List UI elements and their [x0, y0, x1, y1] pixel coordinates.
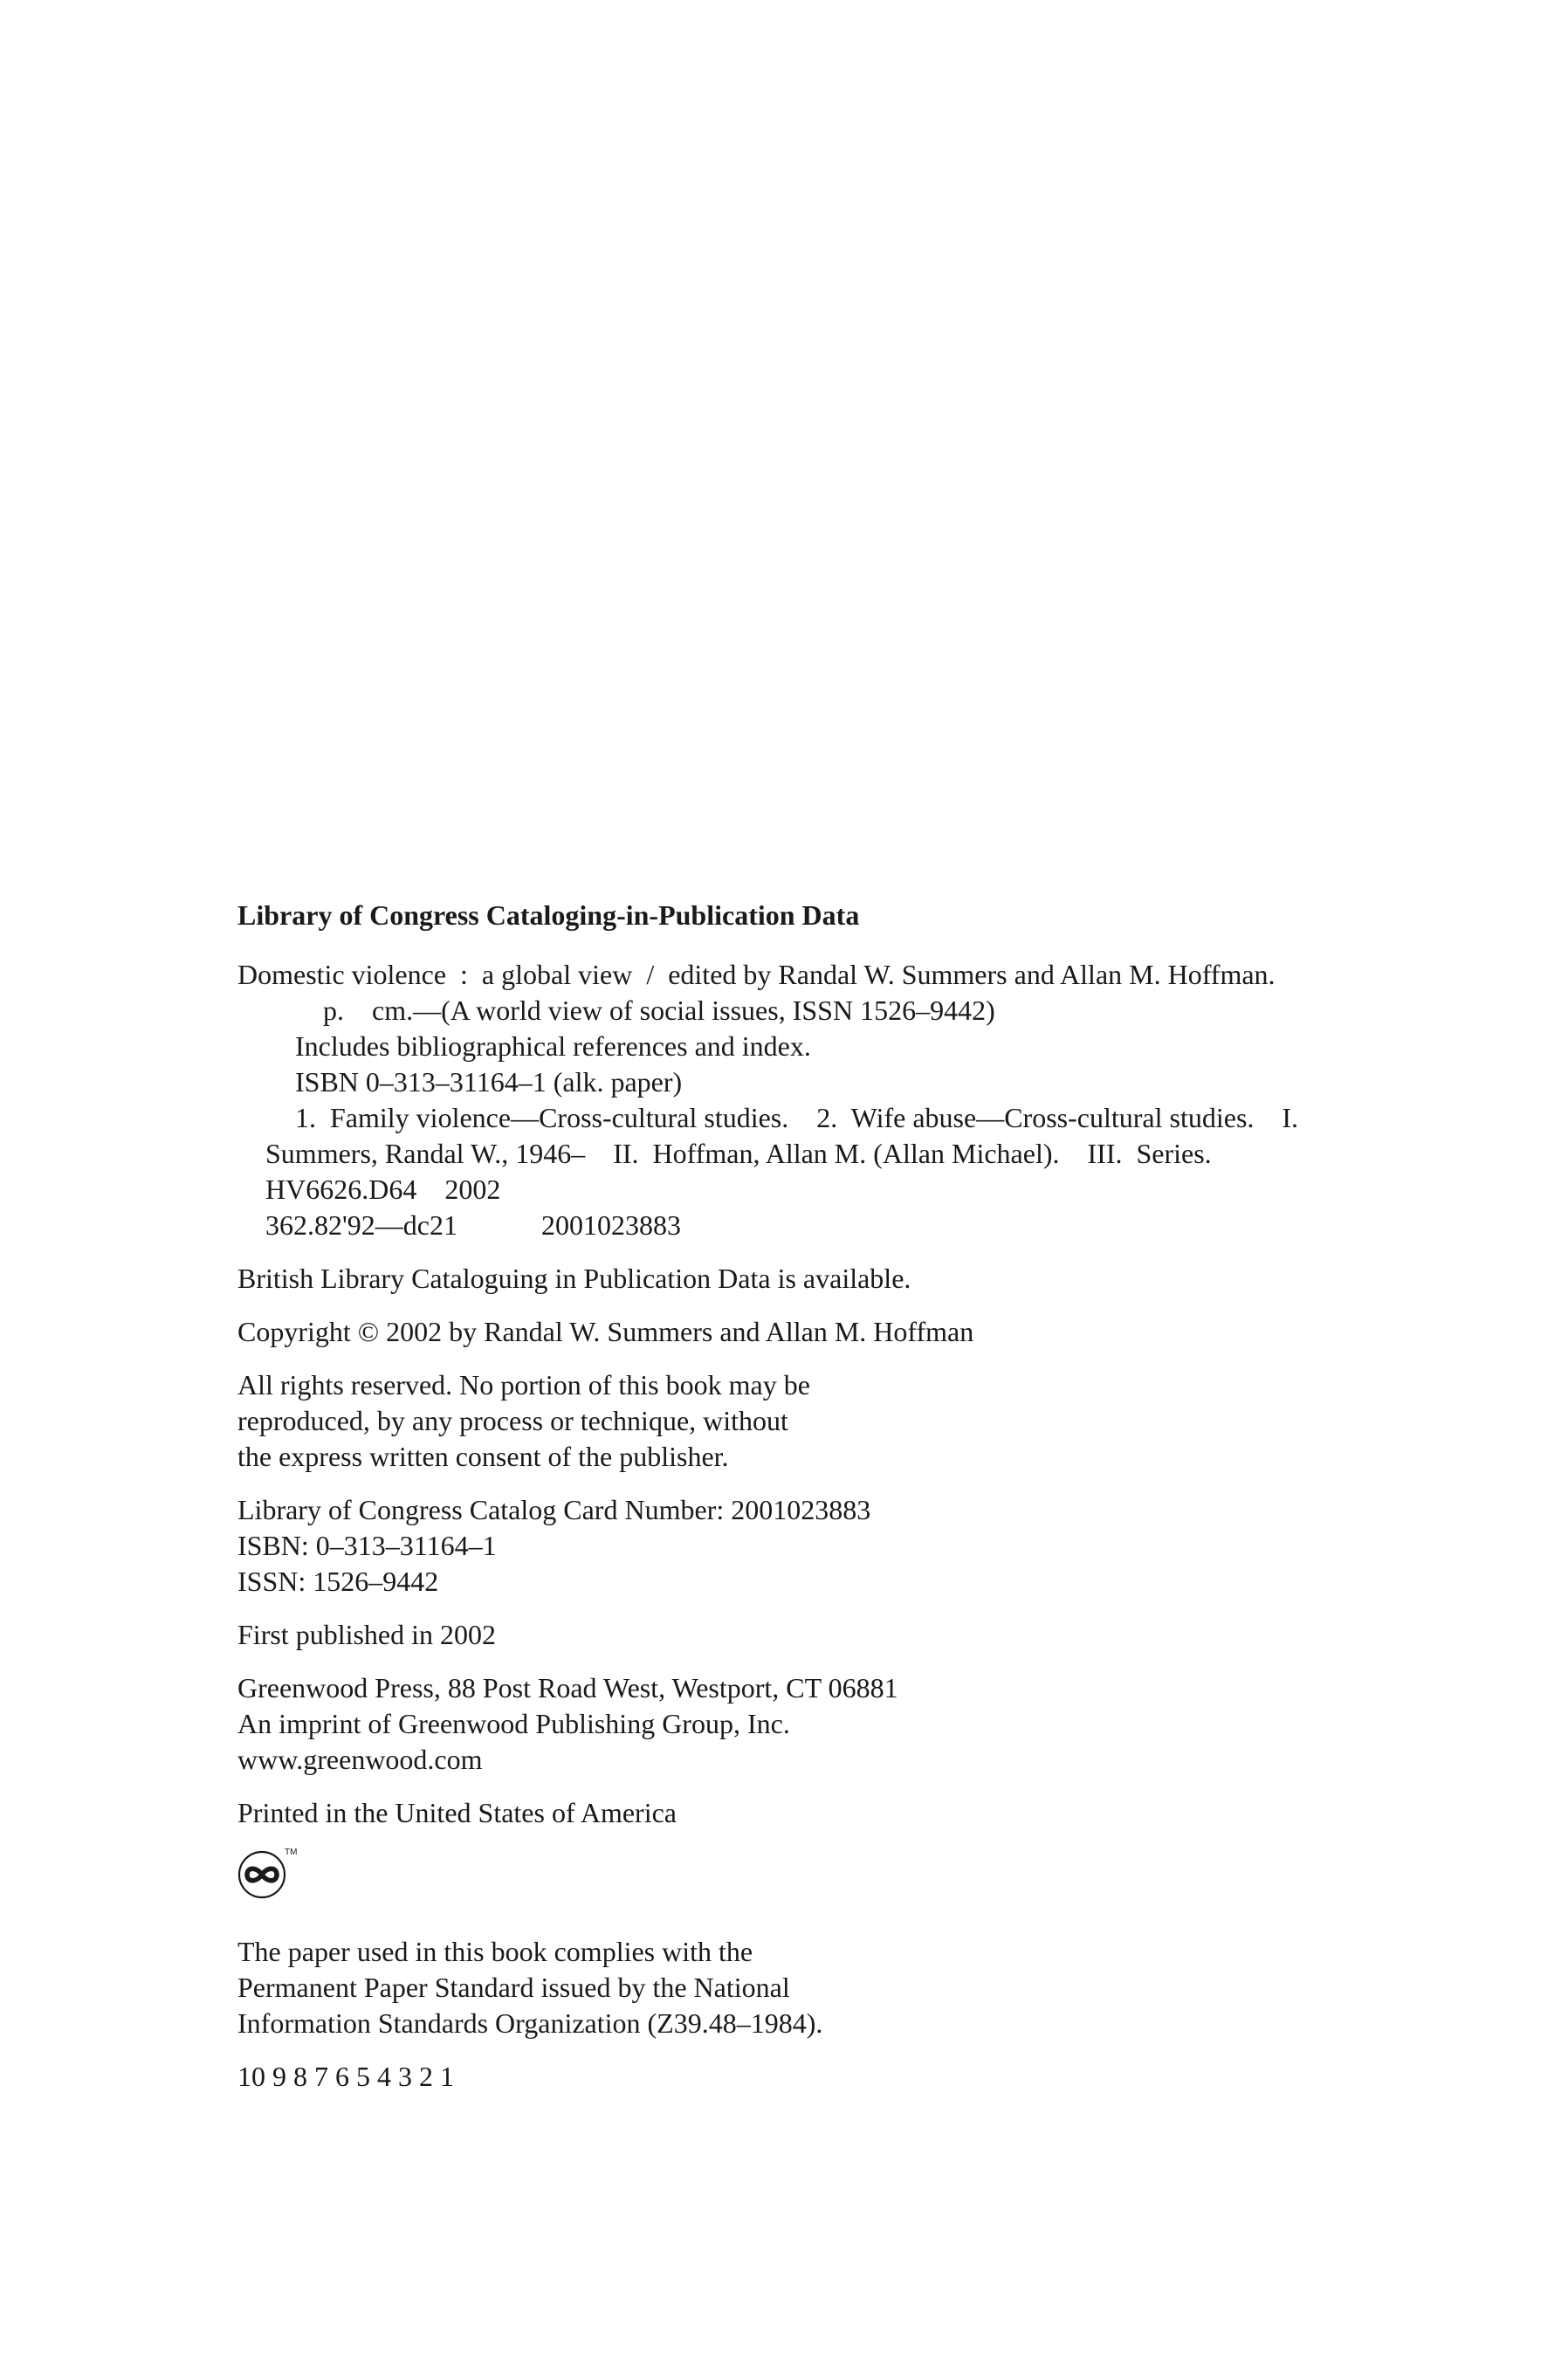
- cip-call-number: HV6626.D64 2002: [265, 1174, 501, 1205]
- paper-notice: [237, 1934, 1442, 2041]
- paper-notice-line: Permanent Paper Standard issued by the National: [237, 1972, 790, 2003]
- rights-line: All rights reserved. No portion of this book may be: [237, 1369, 810, 1401]
- cip-isbn-line: ISBN 0–313–31164–1 (alk. paper): [295, 1066, 683, 1098]
- publisher-imprint: An imprint of Greenwood Publishing Group, Inc.: [237, 1708, 790, 1739]
- cip-subjects-line: 1. Family violence—Cross-cultural studies. 2. Wife abuse—Cross-cultural studies. I.: [295, 1102, 1299, 1133]
- copyright-page: [237, 898, 1442, 2112]
- cip-dewey-number: 362.82'92—dc21 2001023883: [265, 1209, 681, 1241]
- first-published: First published in 2002: [237, 1619, 497, 1650]
- cip-title-line: Domestic violence : a global view / edited by Randal W. Summers and Allan M. Hoffman.: [237, 959, 1276, 990]
- lccn-line: Library of Congress Catalog Card Number: 2001023883: [237, 1494, 871, 1525]
- isbn-line: ISBN: 0–313–31164–1: [237, 1530, 497, 1561]
- publisher-info: [237, 1670, 1442, 1778]
- rights-line: the express written consent of the publisher.: [237, 1441, 729, 1472]
- printing-number-line: 10 9 8 7 6 5 4 3 2 1: [237, 2061, 454, 2092]
- infinity-circle-icon: [237, 1850, 286, 1899]
- trademark-mark: TM: [285, 1848, 298, 1857]
- permanent-paper-logo: [237, 1848, 1442, 1910]
- paper-notice-line: The paper used in this book complies with the: [237, 1936, 753, 1967]
- cip-record: [237, 957, 1442, 1243]
- copyright-line: Copyright © 2002 by Randal W. Summers and Allan M. Hoffman: [237, 1316, 974, 1347]
- british-library-note: British Library Cataloguing in Publication Data is available.: [237, 1263, 911, 1294]
- rights-line: reproduced, by any process or technique, without: [237, 1405, 788, 1436]
- identifiers: [237, 1492, 1442, 1600]
- cip-series-line: p. cm.—(A world view of social issues, ISSN 1526–9442): [323, 995, 995, 1026]
- publisher-address: Greenwood Press, 88 Post Road West, Westport, CT 06881: [237, 1672, 898, 1704]
- rights-statement: [237, 1367, 1442, 1475]
- cip-includes-line: Includes bibliographical references and index.: [295, 1030, 811, 1062]
- publisher-website: www.greenwood.com: [237, 1744, 483, 1775]
- issn-line: ISSN: 1526–9442: [237, 1566, 439, 1597]
- cip-heading: Library of Congress Cataloging-in-Publication Data: [237, 899, 860, 931]
- paper-notice-line: Information Standards Organization (Z39.48–1984).: [237, 2007, 823, 2039]
- cip-subjects-line-continued: Summers, Randal W., 1946– II. Hoffman, Allan M. (Allan Michael). III. Series.: [265, 1138, 1212, 1169]
- printed-in: Printed in the United States of America: [237, 1797, 677, 1828]
